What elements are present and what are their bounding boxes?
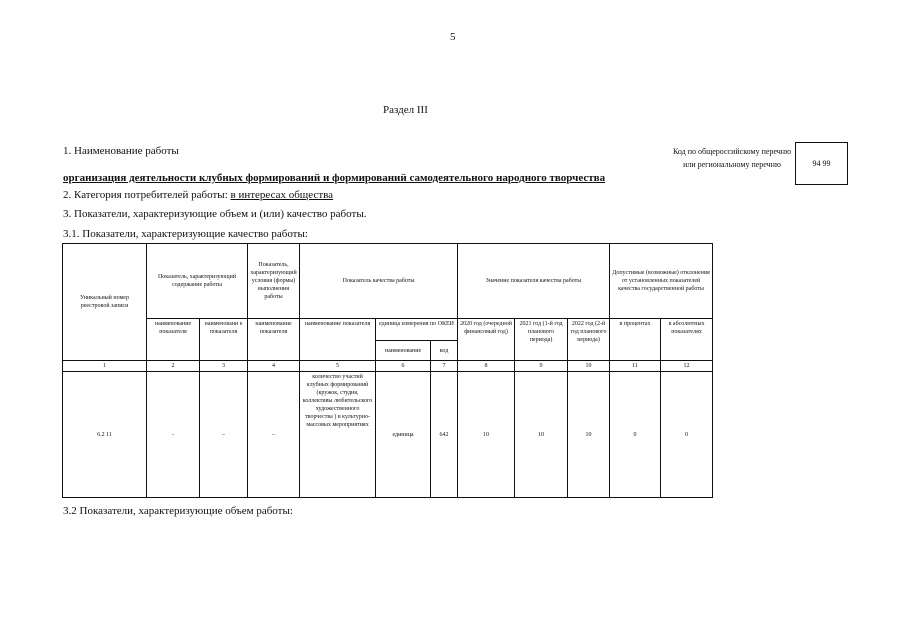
cell-content-2: – (200, 372, 248, 498)
column-number: 1 (63, 361, 147, 372)
column-number: 9 (515, 361, 568, 372)
work-name-value: организация деятельности клубных формирований и формирований самодеятельного народного творчества (63, 172, 606, 184)
cell-deviation-percent: 0 (610, 372, 661, 498)
code-box (795, 142, 848, 185)
cell-2021: 10 (515, 372, 568, 498)
cell-unit-name: единица (376, 372, 431, 498)
work-name-label: 1. Наименование работы (63, 145, 179, 157)
subheader-unit: единица измерения по ОКЕИ (376, 319, 458, 341)
table-row (63, 372, 713, 498)
consumer-category (63, 189, 333, 201)
cell-2022: 10 (568, 372, 610, 498)
column-number: 6 (376, 361, 431, 372)
column-number: 8 (458, 361, 515, 372)
subheader-condition-name: наименование показателя (248, 319, 300, 361)
cell-content-1: - (147, 372, 200, 498)
cell-unique-number: 6.2 11 (63, 372, 147, 498)
code-label: Код по общероссийскому перечню или региональному перечню (672, 147, 792, 169)
consumer-category-label: 2. Категория потребителей работы: (63, 189, 231, 201)
subheader-indicator-name: наименование показателя (300, 319, 376, 361)
column-number: 5 (300, 361, 376, 372)
header-conditions: Показатель, характеризующий условия (формы) выполнения работы (248, 244, 300, 319)
column-number: 7 (431, 361, 458, 372)
header-unique-number: Уникальный номер реестровой записи (63, 244, 147, 361)
header-quality: Показатель качества работы (300, 244, 458, 319)
subheader-unit-name: наименование (376, 341, 431, 361)
section-title: Раздел III (383, 104, 428, 116)
volume-indicators-heading: 3.2 Показатели, характеризующие объем работы: (63, 505, 293, 517)
subheader-content-name-2: наименовани е показателя (200, 319, 248, 361)
cell-2020: 10 (458, 372, 515, 498)
column-number: 4 (248, 361, 300, 372)
quality-indicators-heading: 3.1. Показатели, характеризующие качество работы: (63, 228, 308, 240)
subheader-content-name-1: наименование показателя (147, 319, 200, 361)
indicators-heading: 3. Показатели, характеризующие объем и (или) качество работы. (63, 208, 367, 220)
subheader-percent: в процентах (610, 319, 661, 361)
cell-unit-code: 642 (431, 372, 458, 498)
code-value: 94 99 (812, 159, 831, 168)
cell-indicator: количество участий клубных формирований (кружок, студия, коллективы любительского художественного творчества ) в культурно-массовых мероприятиях (300, 372, 376, 498)
consumer-category-value: в интересах общества (230, 189, 334, 201)
cell-condition: – (248, 372, 300, 498)
column-number: 12 (661, 361, 713, 372)
subheader-absolute: в абсолютных показателях (661, 319, 713, 361)
subheader-unit-code: код (431, 341, 458, 361)
cell-deviation-absolute: 0 (661, 372, 713, 498)
subheader-2020: 2020 год (очередной финансовый год) (458, 319, 515, 361)
column-number: 3 (200, 361, 248, 372)
column-number: 10 (568, 361, 610, 372)
subheader-2021: 2021 год (1-й год планового периода) (515, 319, 568, 361)
quality-table (62, 243, 713, 498)
header-values: Значение показателя качества работы (458, 244, 610, 319)
page-number: 5 (450, 31, 456, 43)
header-deviation: Допустимые (возможные) отклонения от установленных показателей качества государственной работы (610, 244, 713, 319)
header-content: Показатель, характеризующий содержание работы (147, 244, 248, 319)
subheader-2022: 2022 год (2-й год планового периода) (568, 319, 610, 361)
column-number: 11 (610, 361, 661, 372)
column-number: 2 (147, 361, 200, 372)
